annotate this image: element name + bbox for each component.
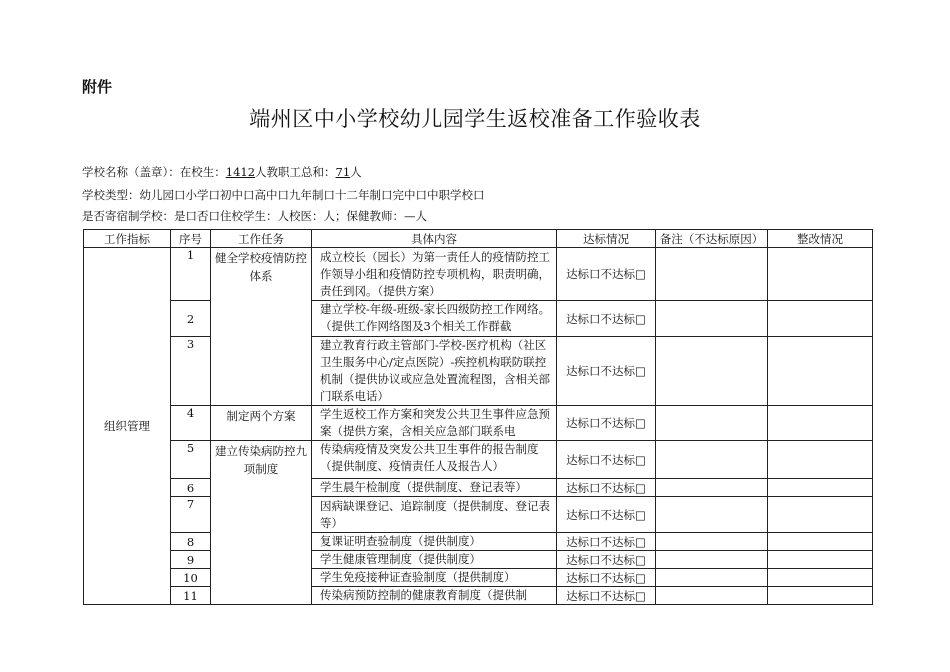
rectification-cell[interactable] — [768, 248, 873, 301]
table-row — [84, 406, 873, 441]
content-text: 因病缺课登记、追踪制度（提供制度、登记表等） — [320, 498, 550, 530]
content-cell — [312, 497, 557, 533]
row-number: 8 — [171, 533, 211, 551]
content-text: 复课证明查验制度（提供制度） — [320, 534, 481, 548]
remarks-cell[interactable] — [656, 406, 768, 441]
row-number: 10 — [171, 569, 211, 587]
boarding-line: 是否寄宿制学校：是口否口住校学生：人校医：人；保健教师：—人 — [82, 209, 427, 223]
document-title: 端州区中小学校幼儿园学生返校准备工作验收表 — [249, 107, 701, 131]
row-number: 7 — [171, 497, 211, 533]
task-text: 制定两个方案 — [226, 409, 296, 423]
row-number: 4 — [171, 406, 211, 441]
content-cell — [312, 337, 557, 406]
row-number: 6 — [171, 479, 211, 497]
attachment-label: 附件 — [82, 78, 113, 96]
status-checkbox[interactable]: 达标口不达标□ — [557, 569, 656, 587]
rectification-cell[interactable] — [768, 406, 873, 441]
content-cell — [312, 479, 557, 497]
table-row — [84, 441, 873, 479]
table-row — [84, 569, 873, 587]
remarks-cell[interactable] — [656, 479, 768, 497]
task-cell — [211, 406, 312, 441]
content-cell — [312, 551, 557, 569]
status-checkbox[interactable]: 达标口不达标□ — [557, 248, 656, 301]
header-status: 达标情况 — [557, 230, 656, 248]
content-text: 传染病疫情及突发公共卫生事件的报告制度（提供制度、疫情责任人及报告人） — [320, 442, 539, 473]
school-type-line: 学校类型：幼儿园口小学口初中口高中口九年制口十二年制口完中口中职学校口 — [82, 188, 485, 202]
remarks-cell[interactable] — [656, 497, 768, 533]
rectification-cell[interactable] — [768, 551, 873, 569]
content-text: 建立教育行政主管部门-学校-医疗机构（社区卫生服务中心/定点医院）-疾控机构联防联控机制（提供协议或应急处置流程图，含相关部门联系电话） — [320, 338, 550, 403]
rectification-cell[interactable] — [768, 497, 873, 533]
school-name-line — [82, 164, 362, 180]
header-remarks: 备注（不达标原因） — [656, 230, 768, 248]
row-number: 11 — [171, 587, 211, 605]
table-row — [84, 533, 873, 551]
remarks-cell[interactable] — [656, 569, 768, 587]
status-checkbox[interactable]: 达标口不达标□ — [557, 497, 656, 533]
rectification-cell[interactable] — [768, 569, 873, 587]
content-text: 学生免疫接种证查验制度（提供制度） — [320, 570, 516, 584]
content-text: 学生返校工作方案和突发公共卫生事件应急预案（提供方案，含相关应急部门联系电 — [320, 407, 550, 438]
row-number: 1 — [171, 248, 211, 301]
remarks-cell[interactable] — [656, 587, 768, 605]
table-row — [84, 479, 873, 497]
content-text: 学生晨午检制度（提供制度、登记表等） — [320, 480, 527, 494]
status-checkbox[interactable]: 达标口不达标□ — [557, 479, 656, 497]
header-rectification: 整改情况 — [768, 230, 873, 248]
row-number: 5 — [171, 441, 211, 479]
table-row — [84, 551, 873, 569]
content-cell — [312, 248, 557, 301]
school-name-prefix: 学校名称（盖章）：在校生： — [82, 165, 226, 179]
content-text: 成立校长（园长）为第一责任人的疫情防控工作领导小组和疫情防控专项机构，职责明确，责任到冈。（提供方案） — [320, 249, 550, 298]
task-text: 建立传染病防控九项制度 — [215, 444, 307, 476]
row-number: 9 — [171, 551, 211, 569]
table-row — [84, 587, 873, 605]
rectification-cell[interactable] — [768, 441, 873, 479]
status-checkbox[interactable]: 达标口不达标□ — [557, 587, 656, 605]
remarks-cell[interactable] — [656, 301, 768, 337]
status-checkbox[interactable]: 达标口不达标□ — [557, 533, 656, 551]
remarks-cell[interactable] — [656, 248, 768, 301]
task-cell — [211, 441, 312, 605]
rectification-cell[interactable] — [768, 337, 873, 406]
content-cell — [312, 406, 557, 441]
remarks-cell[interactable] — [656, 533, 768, 551]
acceptance-table — [83, 229, 873, 605]
header-number: 序号 — [171, 230, 211, 248]
row-number: 3 — [171, 337, 211, 406]
content-cell — [312, 569, 557, 587]
content-text: 建立学校-年级-班级-家长四级防控工作网络。（提供工作网络图及3个相关工作群截 — [320, 302, 551, 333]
status-checkbox[interactable]: 达标口不达标□ — [557, 406, 656, 441]
status-checkbox[interactable]: 达标口不达标□ — [557, 337, 656, 406]
status-checkbox[interactable]: 达标口不达标□ — [557, 551, 656, 569]
rectification-cell[interactable] — [768, 587, 873, 605]
task-text: 健全学校疫情防控体系 — [215, 251, 307, 283]
header-indicator: 工作指标 — [84, 230, 171, 248]
header-content: 具体内容 — [312, 230, 557, 248]
content-cell — [312, 441, 557, 479]
rectification-cell[interactable] — [768, 533, 873, 551]
content-cell — [312, 533, 557, 551]
student-count: 1412 — [225, 165, 256, 179]
content-text: 传染病预防控制的健康教育制度（提供制 — [320, 588, 527, 602]
content-text: 学生健康管理制度（提供制度） — [320, 552, 481, 566]
content-cell — [312, 301, 557, 337]
staff-label: 人教职工总和： — [255, 165, 336, 179]
table-row — [84, 497, 873, 533]
content-cell — [312, 587, 557, 605]
table-header-row — [84, 230, 873, 248]
task-cell — [211, 248, 312, 406]
table-row — [84, 248, 873, 301]
remarks-cell[interactable] — [656, 441, 768, 479]
status-checkbox[interactable]: 达标口不达标□ — [557, 441, 656, 479]
rectification-cell[interactable] — [768, 301, 873, 337]
remarks-cell[interactable] — [656, 551, 768, 569]
header-task: 工作任务 — [211, 230, 312, 248]
staff-count: 71 — [335, 165, 351, 179]
table-row — [84, 337, 873, 406]
status-checkbox[interactable]: 达标口不达标□ — [557, 301, 656, 337]
rectification-cell[interactable] — [768, 479, 873, 497]
category-cell: 组织管理 — [84, 248, 171, 605]
row-number: 2 — [171, 301, 211, 337]
staff-suffix: 人 — [350, 165, 362, 179]
remarks-cell[interactable] — [656, 337, 768, 406]
table-row — [84, 301, 873, 337]
